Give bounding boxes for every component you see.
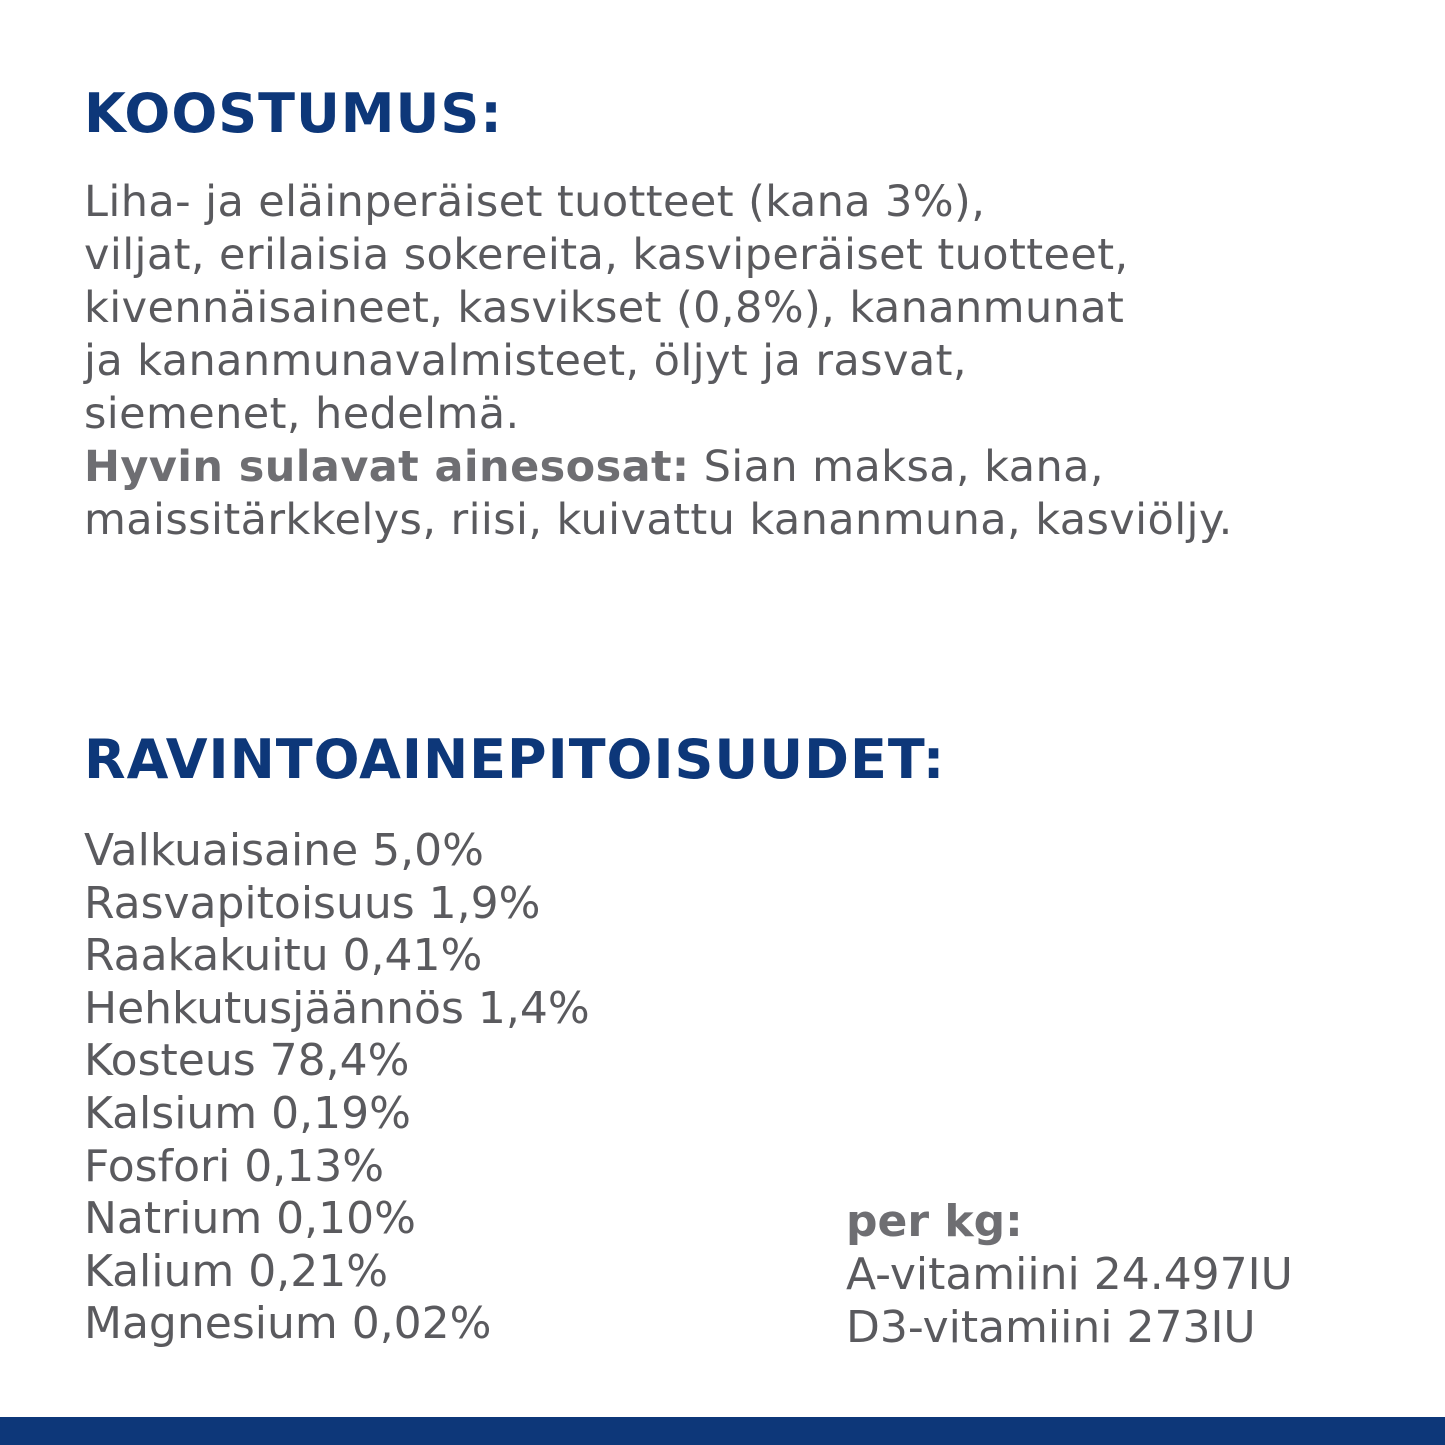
highly-digestible-text-continued: maissitärkkelys, riisi, kuivattu kananmuna, kasviöljy. — [84, 495, 1233, 545]
composition-heading: KOOSTUMUS: — [84, 82, 503, 145]
nutrient-item: Kosteus 78,4% — [84, 1035, 410, 1087]
composition-line: viljat, erilaisia sokereita, kasviperäiset tuotteet, — [84, 230, 1129, 280]
nutrient-item: Natrium 0,10% — [84, 1193, 416, 1245]
composition-line: siemenet, hedelmä. — [84, 389, 520, 439]
highly-digestible-label: Hyvin sulavat ainesosat: — [84, 442, 690, 492]
nutrient-item: Hehkutusjäännös 1,4% — [84, 982, 590, 1034]
nutrient-item: Rasvapitoisuus 1,9% — [84, 877, 541, 929]
nutrient-item: Fosfori 0,13% — [84, 1140, 385, 1192]
nutrient-item: Kalium 0,21% — [84, 1245, 389, 1297]
composition-line: Liha- ja eläinperäiset tuotteet (kana 3%), — [84, 177, 986, 227]
nutrient-item: Valkuaisaine 5,0% — [84, 825, 484, 876]
highly-digestible-text: Sian maksa, kana, — [689, 442, 1104, 492]
composition-line: kivennäisaineet, kasvikset (0,8%), kananmunat — [84, 283, 1125, 333]
vitamin-item: D3-vitamiini 273IU — [846, 1302, 1256, 1353]
composition-text — [84, 176, 1414, 547]
per-kg-block — [846, 1195, 1293, 1354]
composition-line: ja kananmunavalmisteet, öljyt ja rasvat, — [84, 336, 967, 386]
nutrient-list — [84, 825, 590, 1351]
bottom-bar — [0, 1417, 1445, 1445]
nutrient-item: Magnesium 0,02% — [84, 1298, 492, 1350]
nutrient-item: Raakakuitu 0,41% — [84, 930, 483, 982]
nutrients-heading: RAVINTOAINEPITOISUUDET: — [84, 728, 946, 791]
per-kg-title: per kg: — [846, 1196, 1023, 1247]
nutrient-item: Kalsium 0,19% — [84, 1087, 411, 1139]
vitamin-item: A-vitamiini 24.497IU — [846, 1249, 1293, 1300]
highly-digestible-line — [84, 441, 1414, 494]
